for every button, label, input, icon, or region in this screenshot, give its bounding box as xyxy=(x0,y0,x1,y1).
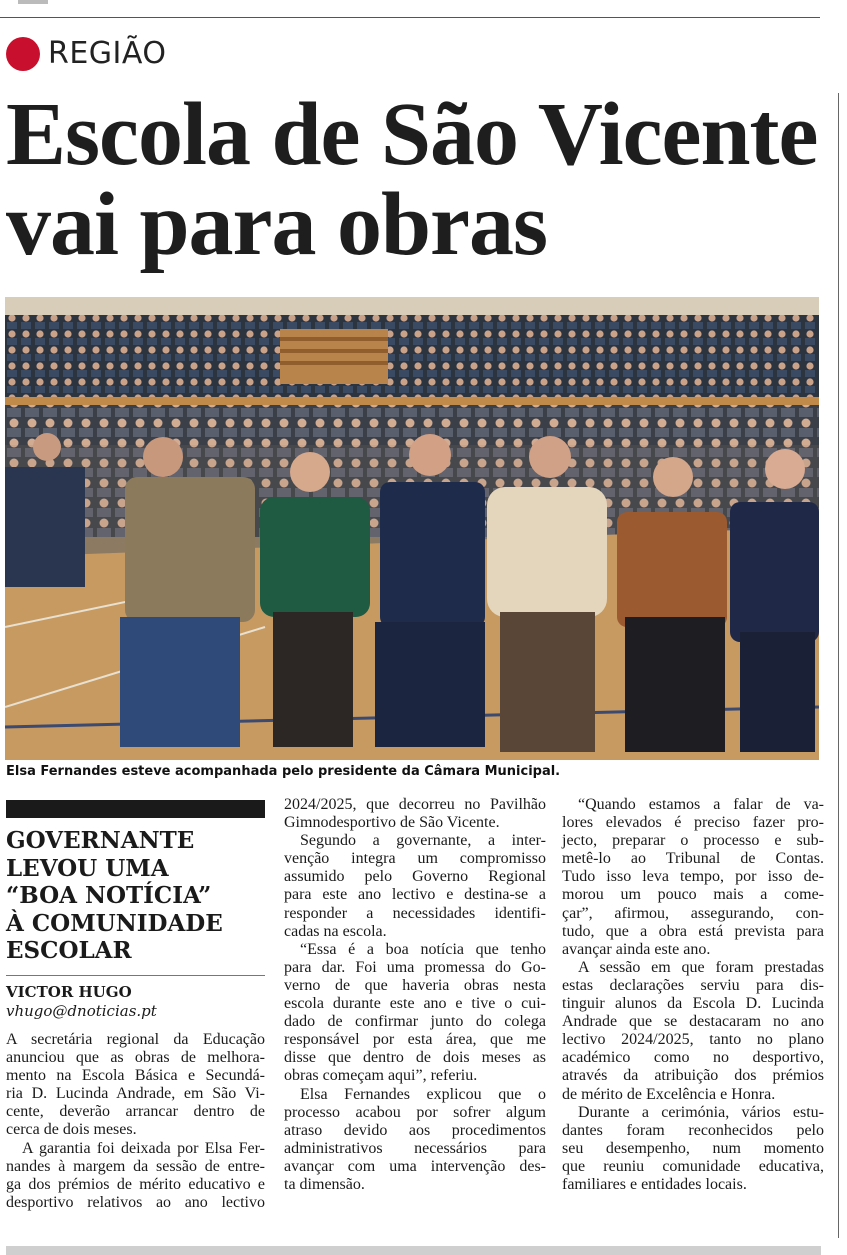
body-line: 2024/2025, que decorreu no Pavilhão xyxy=(284,796,546,813)
body-line: escola durante este ano e tive o cui- xyxy=(284,995,546,1013)
section-tag xyxy=(6,36,167,71)
column-rule xyxy=(838,93,839,1238)
body-line: Andrade que se destacaram no ano xyxy=(562,1013,824,1031)
body-line: Elsa Fernandes explicou que o xyxy=(300,1085,546,1103)
body-line: “Quando estamos a falar de va- xyxy=(578,796,824,813)
body-line: ria D. Lucinda Andrade, em São Vi- xyxy=(6,1085,265,1103)
body-line: académico como no desportivo, xyxy=(562,1049,824,1067)
body-line: tudo, que a obra está prevista para xyxy=(562,922,824,940)
body-line: morou um pouco mais a come- xyxy=(562,886,824,904)
body-line: desportivo relativos ao ano lectivo xyxy=(6,1193,265,1211)
author-email[interactable]: vhugo@dnoticias.pt xyxy=(6,1002,157,1020)
body-line: verno de que haveria obras nesta xyxy=(284,976,546,994)
body-line: çar”, afirmou, assegurando, con- xyxy=(562,904,824,922)
body-line: tinguir alunos da Escola D. Lucinda xyxy=(562,995,824,1013)
body-line: para dar. Foi uma promessa do Go- xyxy=(284,958,546,976)
author-name: VICTOR HUGO xyxy=(6,983,132,1001)
section-dot-icon xyxy=(6,37,40,71)
bottom-bar xyxy=(6,1246,821,1255)
body-line: que reuniu comunidade educativa, xyxy=(562,1157,824,1175)
body-column-3 xyxy=(562,796,824,1194)
body-line: A secretária regional da Educação xyxy=(6,1031,265,1048)
body-line: atraso devido aos procedimentos xyxy=(284,1121,546,1139)
body-line: através da atribuição dos prémios xyxy=(562,1067,824,1085)
subhead-line: ESCOLAR xyxy=(6,937,132,964)
body-line: seu desempenho, num momento xyxy=(562,1139,824,1157)
body-line: de mérito de Excelência e Honra. xyxy=(562,1085,776,1103)
photo-illustration xyxy=(5,297,819,760)
subhead-line: GOVERNANTE xyxy=(6,827,195,854)
body-line: “Essa é a boa notícia que tenho xyxy=(300,940,546,958)
body-line: lectivo 2024/2025, tanto no plano xyxy=(562,1031,824,1049)
body-line: ga dos prémios de mérito educativo e xyxy=(6,1175,265,1193)
top-corner-mark xyxy=(18,0,48,4)
body-line: metê-lo ao Tribunal de Contas. xyxy=(562,850,824,868)
headline-line: Escola de São Vicente xyxy=(6,85,818,184)
byline-rule xyxy=(6,975,265,976)
body-line: cente, deverão arrancar dentro de xyxy=(6,1103,265,1121)
top-rule xyxy=(0,17,820,18)
headline-line: vai para obras xyxy=(6,175,548,274)
body-line: obras começam aqui”, referiu. xyxy=(284,1067,478,1085)
subhead-bar xyxy=(6,800,265,818)
subhead-line: “BOA NOTÍCIA” xyxy=(6,882,212,909)
body-line: jecto, preparar o processo e sub- xyxy=(562,832,824,850)
body-line: ta dimensão. xyxy=(284,1175,365,1193)
body-line: familiares e entidades locais. xyxy=(562,1175,747,1193)
body-line: disse que dentro de dois meses as xyxy=(284,1049,546,1067)
subhead xyxy=(6,827,265,965)
photo-caption: Elsa Fernandes esteve acompanhada pelo presidente da Câmara Municipal. xyxy=(6,764,561,779)
section-label: REGIÃO xyxy=(48,36,167,71)
body-line: processo acabou por sofrer algum xyxy=(284,1103,546,1121)
body-line: A sessão em que foram prestadas xyxy=(578,958,824,976)
body-line: responsável por esta área, que me xyxy=(284,1031,546,1049)
body-line: estas declarações serviu para dis- xyxy=(562,976,824,994)
article-photo xyxy=(5,297,819,760)
subhead-line: LEVOU UMA xyxy=(6,854,169,882)
body-line: A garantia foi deixada por Elsa Fer- xyxy=(22,1139,265,1157)
body-line: avançar com uma intervenção des- xyxy=(284,1157,546,1175)
body-line: venção integra um compromisso xyxy=(284,850,546,868)
body-line: Durante a cerimónia, vários estu- xyxy=(578,1103,824,1121)
body-line: lores elevados é preciso fazer pro- xyxy=(562,814,824,832)
body-column-2 xyxy=(284,796,546,1194)
body-line: para este ano lectivo e destina-se a xyxy=(284,886,546,904)
body-line: Segundo a governante, a inter- xyxy=(300,832,546,850)
body-line: assumido pelo Governo Regional xyxy=(284,868,546,886)
body-line: anunciou que as obras de melhora- xyxy=(6,1049,265,1067)
body-line: cadas na escola. xyxy=(284,922,387,940)
body-line: mento na Escola Básica e Secundá- xyxy=(6,1067,265,1085)
body-line: Tudo isso leva tempo, por isso de- xyxy=(562,868,824,886)
body-column-1 xyxy=(6,1031,265,1212)
subhead-line: À COMUNIDADE xyxy=(6,909,223,937)
body-line: nandes à margem da sessão de entre- xyxy=(6,1157,265,1175)
body-line: responder a necessidades identifi- xyxy=(284,904,546,922)
body-line: dado de confirmar junto do colega xyxy=(284,1013,546,1031)
body-line: cerca de dois meses. xyxy=(6,1121,137,1139)
body-line: avançar ainda este ano. xyxy=(562,940,711,958)
body-line: Gimnodesportivo de São Vicente. xyxy=(284,814,500,832)
body-line: dantes foram reconhecidos pelo xyxy=(562,1121,824,1139)
headline xyxy=(6,85,826,274)
body-line: administrativos necessários para xyxy=(284,1139,546,1157)
